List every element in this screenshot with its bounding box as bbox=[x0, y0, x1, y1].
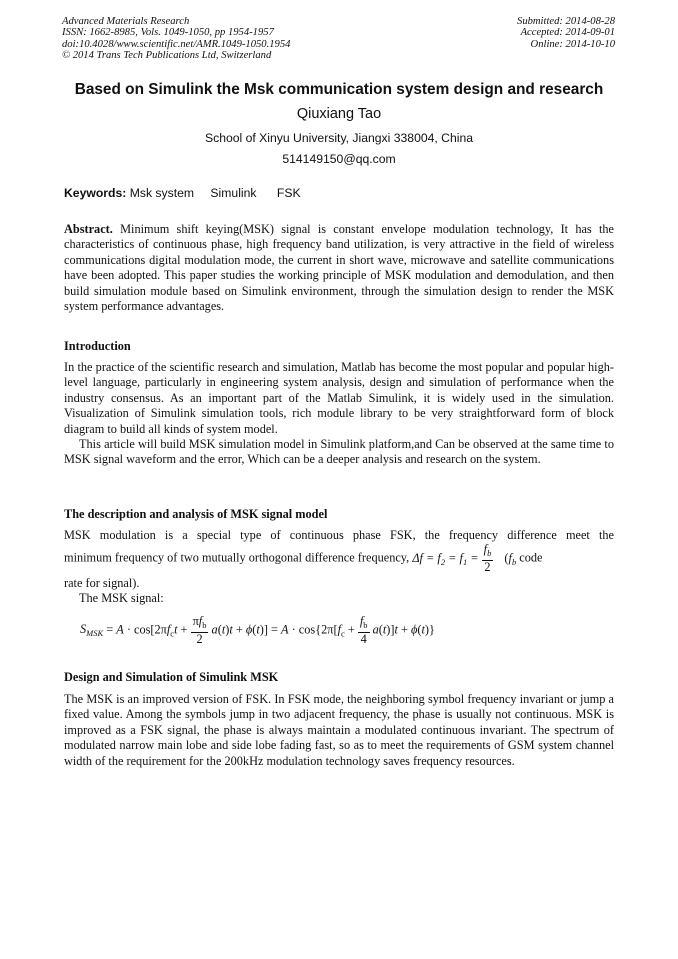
section-heading-signal-model: The description and analysis of MSK signal model bbox=[64, 507, 328, 521]
date-accepted: Accepted: 2014-09-01 bbox=[520, 27, 615, 39]
journal-info bbox=[62, 16, 290, 61]
msk-signal-equation: $S_{MSK} = A \cdot \cos[2\pi f_ct$ + $\frac{\pi f_b}{2}$ $a(t)t + \phi(t)] = A \cdot \cos\{2\pi[f_c$ + $\frac{f_b}{4}$ a(t)]t + ϕ(t)} bbox=[80, 614, 435, 646]
journal-issn: ISSN: 1662-8985, Vols. 1049-1050, pp 1954-1957 bbox=[62, 27, 274, 39]
paper-author: Qiuxiang Tao bbox=[296, 106, 382, 122]
journal-copyright: © 2014 Trans Tech Publications Ltd, Switzerland bbox=[62, 49, 272, 61]
keywords-line bbox=[64, 186, 301, 200]
keyword-item: FSK bbox=[276, 186, 301, 200]
msk-signal-label: The MSK signal: bbox=[79, 591, 164, 606]
section-heading-introduction: Introduction bbox=[64, 339, 131, 353]
signal-model-line-2-text: minimum frequency of two mutually orthogonal difference frequency, bbox=[64, 550, 410, 565]
frequency-difference-formula: $\Delta f = f_2 = f_1$ = $\frac{f_b}{2}$ bbox=[412, 542, 492, 575]
signal-model-line-1: MSK modulation is a special type of continuous phase FSK, the frequency difference meet the bbox=[64, 528, 614, 542]
signal-model-line-2: minimum frequency of two mutually orthogonal difference frequency, $\Delta f = f_2 = f_1$ = $\frac{f_b}{2}$ ($f_b$ code bbox=[64, 542, 543, 575]
author-email: 514149150@qq.com bbox=[282, 152, 396, 166]
date-submitted: Submitted: 2014-08-28 bbox=[517, 16, 615, 27]
journal-doi: doi:10.4028/www.scientific.net/AMR.1049-1050.1954 bbox=[62, 38, 291, 50]
paper-title: Based on Simulink the Msk communication system design and research bbox=[74, 81, 604, 98]
submission-dates bbox=[517, 16, 615, 50]
abstract-paragraph bbox=[64, 222, 614, 314]
signal-model-line-2-after: code bbox=[519, 550, 543, 565]
keyword-item: Msk system bbox=[129, 186, 195, 200]
signal-model-body bbox=[64, 528, 614, 607]
introduction-body bbox=[64, 360, 614, 468]
date-online: Online: 2014-10-10 bbox=[530, 38, 615, 50]
design-paragraph: The MSK is an improved version of FSK. In FSK mode, the neighboring symbol frequency invariant or jump a fixed value. Among the symbols jump in two adjacent frequency, the phase is usually not continuous. MSK is improved as a FSK signal, the phase is always maintain a modulated continuous invariant. The spectrum of modulated narrow main lobe and side lobe fading fast, so as to meet the requirements of GSM system channel width of the requirement for the 200kHz modulation technology saves frequency resources. bbox=[64, 692, 614, 768]
abstract-text: Minimum shift keying(MSK) signal is constant envelope modulation technology, It has the characteristics of continuous phase, high frequency band utilization, is very attractive in the field of wireless communications digital modulation mode, the current in short wave, microwave and satellite communications have been adopted. This paper studies the working principle of MSK modulation and demodulation, and then build simulation module based on Simulink environment, through the simulation design to render the MSK system performance advantages. bbox=[64, 222, 614, 314]
keyword-item: Simulink bbox=[210, 186, 257, 200]
journal-name: Advanced Materials Research bbox=[62, 16, 190, 27]
section-heading-design: Design and Simulation of Simulink MSK bbox=[64, 670, 279, 684]
introduction-paragraph-2: This article will build MSK simulation model in Simulink platform,and Can be observed at the same time to MSK signal waveform and the error, Which can be a deeper analysis and research on the system. bbox=[64, 437, 614, 467]
introduction-paragraph-1: In the practice of the scientific research and simulation, Matlab has become the most popular and popular high-level language, particularly in engineering system analysis, design and simulation of performance when the industry consensus. As an important part of the Matlab Simulink, it is widely used in the simulation. Visualization of Simulink simulation tools, rich module library to be very straightforward form of block diagram to build all kinds of system model. bbox=[64, 360, 614, 436]
author-affiliation: School of Xinyu University, Jiangxi 338004, China bbox=[204, 131, 474, 145]
keywords-label: Keywords: bbox=[64, 186, 127, 200]
signal-model-line-3: rate for signal). bbox=[64, 575, 140, 590]
abstract-label: Abstract. bbox=[64, 222, 113, 236]
